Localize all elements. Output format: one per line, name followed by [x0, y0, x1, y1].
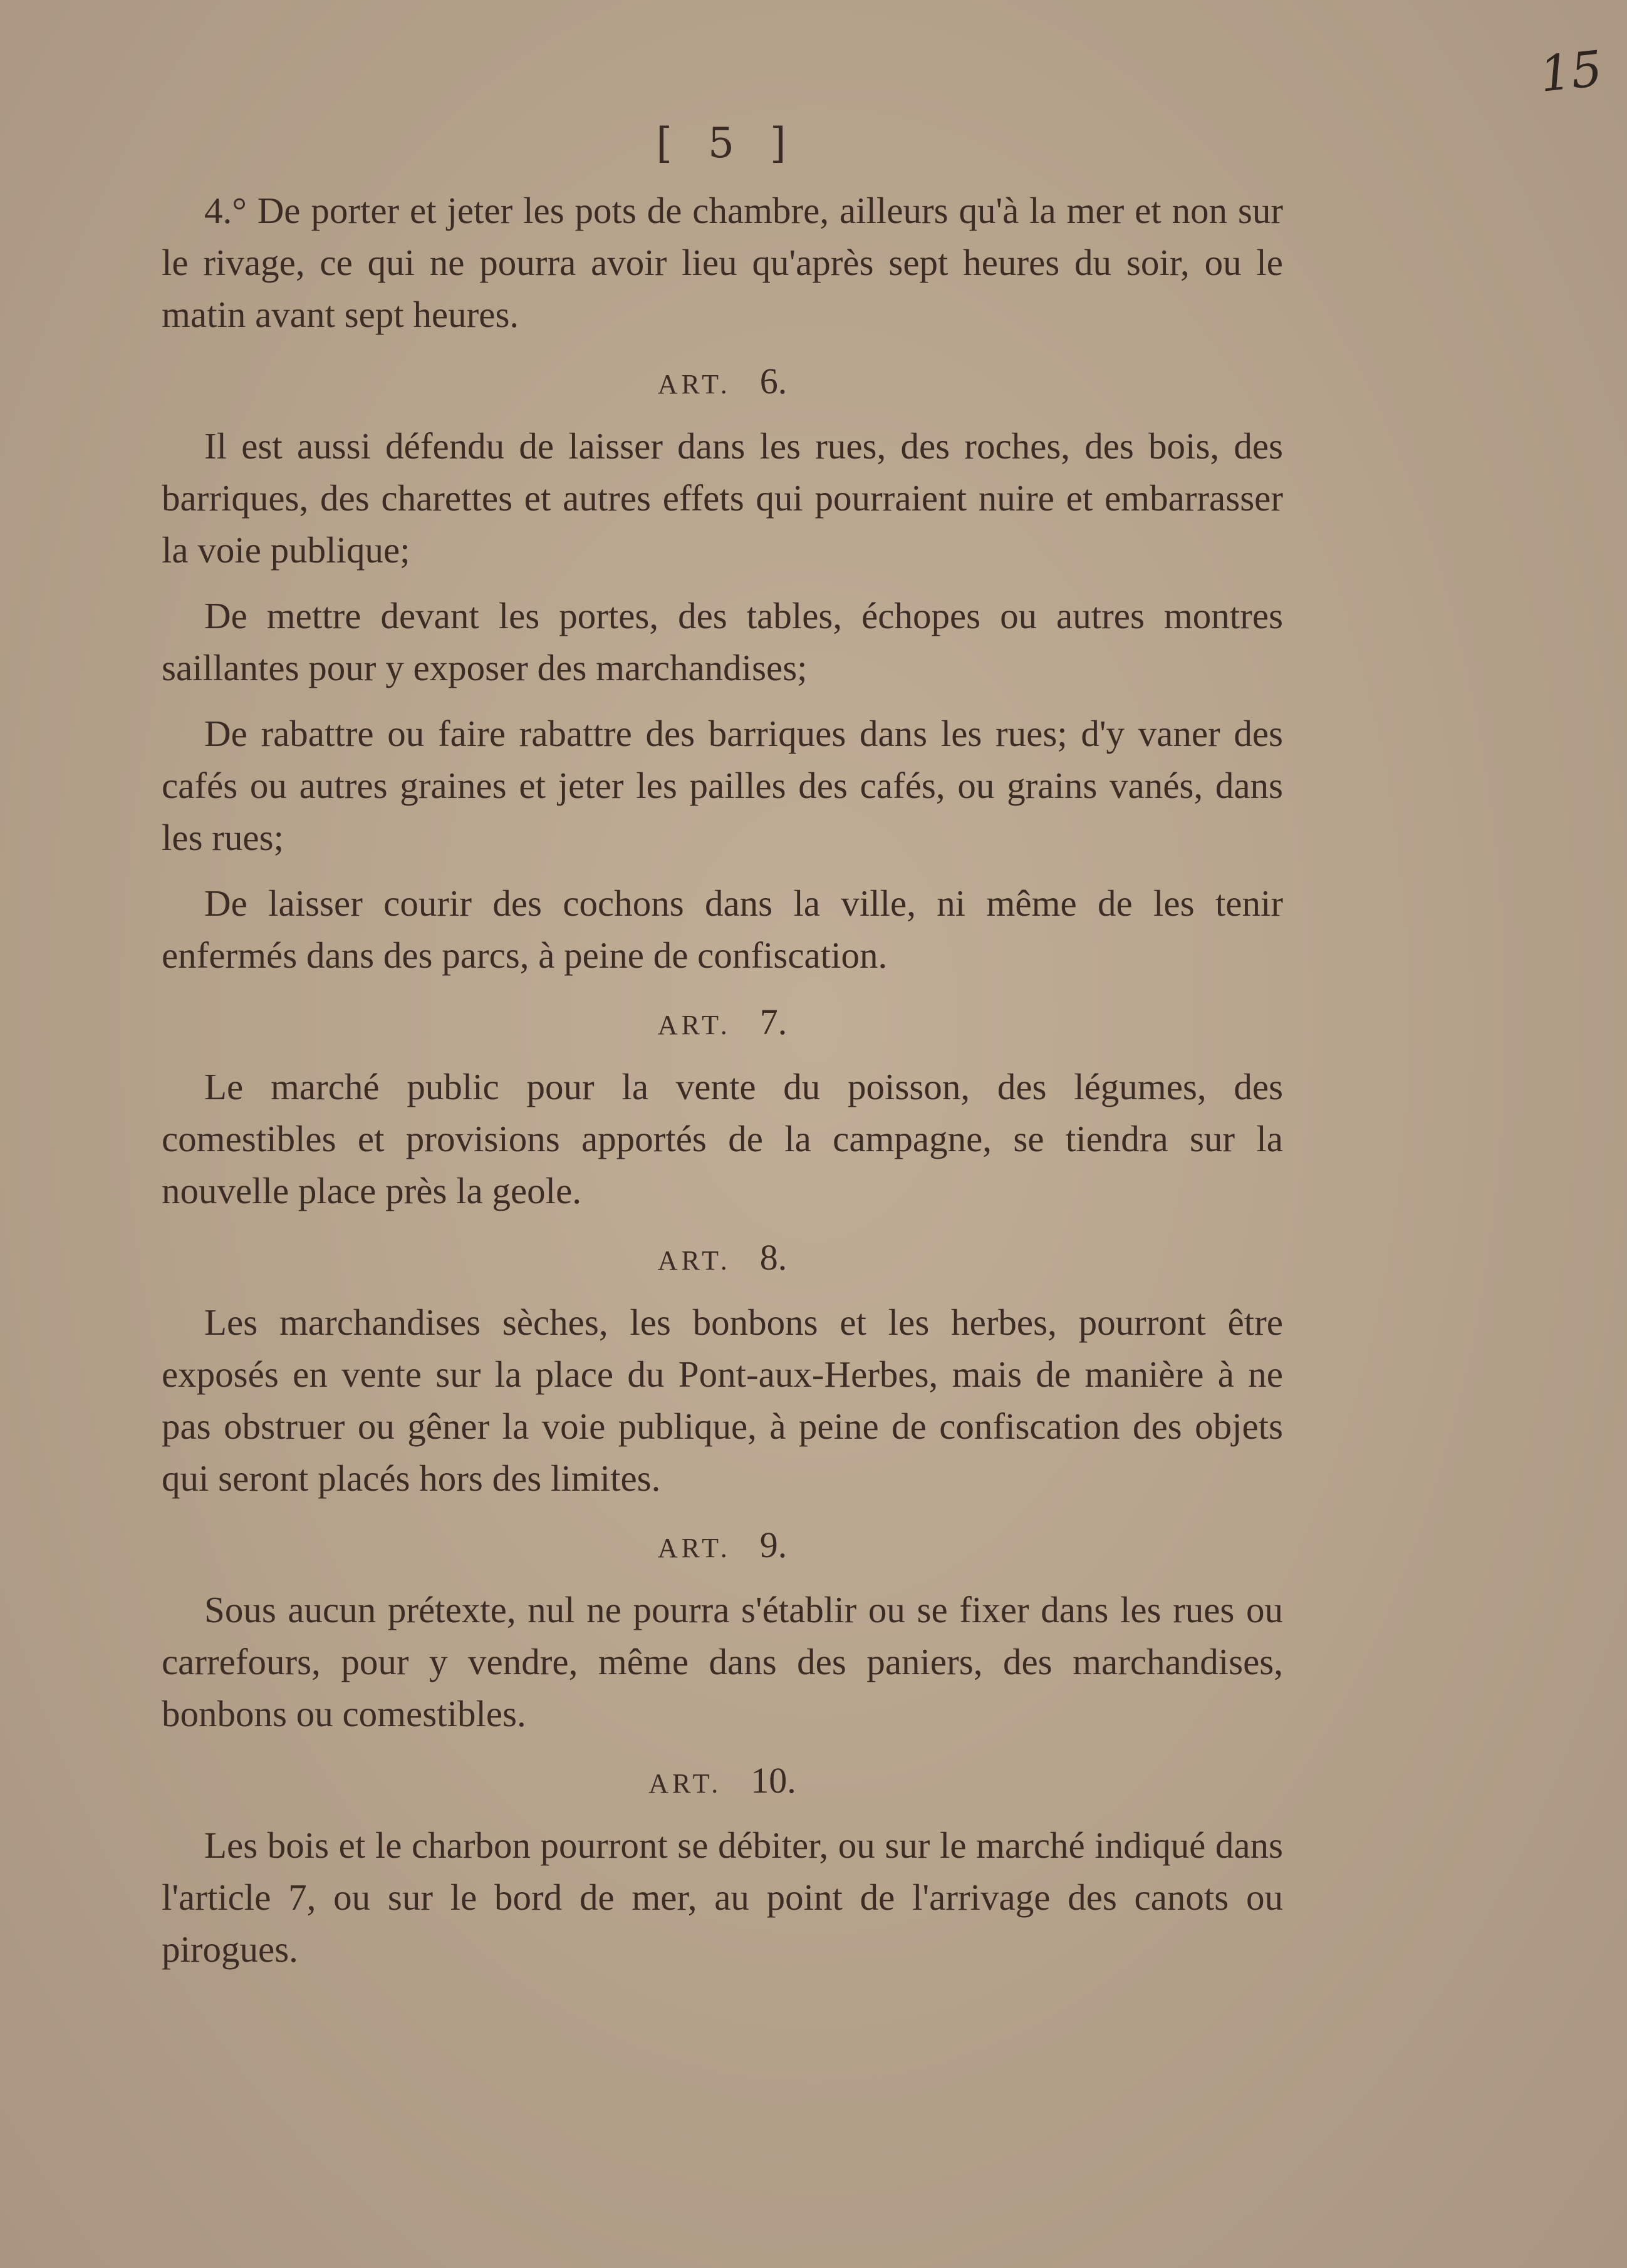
article-number: 6. — [759, 361, 788, 401]
paragraph: Les bois et le charbon pourront se débiter, ou sur le marché indiqué dans l'article 7, ou sur le bord de mer, au point de l'arrivage des canots ou pirogues. — [162, 1825, 1283, 1970]
section-continuation — [162, 185, 1283, 341]
article-heading — [162, 1523, 1283, 1570]
article-number: 9. — [759, 1525, 788, 1565]
article-heading — [162, 1236, 1283, 1283]
article-number: 10. — [751, 1760, 796, 1801]
paragraph: Les marchandises sèches, les bonbons et les herbes, pourront être exposés en vente sur la place du Pont-aux-Herbes, mais de manière à ne pas obstruer ou gêner la voie publique, à peine de confiscation des objets qui seront placés hors des limites. — [162, 1302, 1283, 1499]
paragraph: Il est aussi défendu de laisser dans les rues, des roches, des bois, des barriques, des charettes et autres effets qui pourraient nuire et embarrasser la voie publique; — [162, 425, 1283, 571]
section-art-6 — [162, 360, 1283, 981]
article-number: 8. — [759, 1237, 788, 1278]
article-label: ART. — [657, 1533, 731, 1563]
article-number: 7. — [759, 1002, 788, 1042]
section-art-9 — [162, 1523, 1283, 1740]
article-heading — [162, 1759, 1283, 1806]
paragraph: Sous aucun prétexte, nul ne pourra s'établir ou se fixer dans les rues ou carrefours, pour y vendre, même dans des paniers, des marchandises, bonbons ou comestibles. — [162, 1589, 1283, 1734]
article-label: ART. — [657, 1010, 731, 1040]
page-number: [ 5 ] — [656, 119, 798, 167]
paragraph: Le marché public pour la vente du poisson, des légumes, des comestibles et provisions apportés de la campagne, se tiendra sur la nouvelle place près la geole. — [162, 1066, 1283, 1211]
article-heading — [162, 1000, 1283, 1047]
section-art-10 — [162, 1759, 1283, 1975]
section-art-7 — [162, 1000, 1283, 1217]
article-heading — [162, 360, 1283, 406]
paragraph: De laisser courir des cochons dans la ville, ni même de les tenir enfermés dans des parcs, à peine de confiscation. — [162, 883, 1283, 976]
handwritten-folio: 15 — [1537, 41, 1605, 103]
paragraph: De mettre devant les portes, des tables, échopes ou autres montres saillantes pour y exposer des marchandises; — [162, 595, 1283, 688]
section-art-8 — [162, 1236, 1283, 1504]
article-label: ART. — [657, 369, 731, 400]
document-body — [162, 185, 1283, 1989]
article-label: ART. — [648, 1768, 722, 1799]
paragraph: 4.° De porter et jeter les pots de chambre, ailleurs qu'à la mer et non sur le rivage, ce qui ne pourra avoir lieu qu'après sept heures du soir, ou le matin avant sept heures. — [162, 190, 1283, 335]
article-label: ART. — [657, 1245, 731, 1276]
paragraph: De rabattre ou faire rabattre des barriques dans les rues; d'y vaner des cafés ou autres graines et jeter les pailles des cafés, ou grains vanés, dans les rues; — [162, 713, 1283, 858]
